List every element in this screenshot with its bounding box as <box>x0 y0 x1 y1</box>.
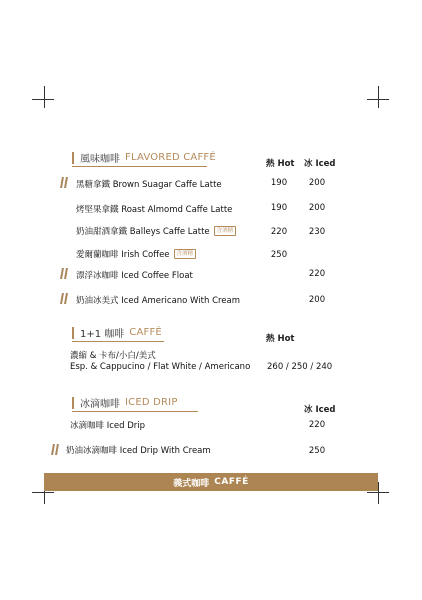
column-iced-header: 冰 Iced <box>304 159 336 169</box>
next-section-banner <box>44 473 378 491</box>
signature-mark-icon <box>61 268 67 279</box>
price-iced: 250 <box>308 446 326 456</box>
price-hot: 250 <box>270 250 288 260</box>
section-underline <box>72 166 207 167</box>
menu-item-label: 冰滴咖啡 Iced Drip <box>70 421 146 431</box>
menu-item <box>76 178 222 190</box>
alcohol-tag: 含酒精 <box>174 249 197 259</box>
price-combo: 260 / 250 / 240 <box>267 362 333 372</box>
price-iced: 220 <box>308 269 326 279</box>
menu-item-label: 黑糖拿鐵 Brown Suagar Caffe Latte <box>76 180 222 190</box>
price-iced: 200 <box>308 203 326 213</box>
signature-mark-icon <box>61 177 67 188</box>
menu-item <box>70 419 145 431</box>
menu-item-label: 奶油冰滴咖啡 Iced Drip With Cream <box>66 446 211 456</box>
signature-mark-icon <box>52 444 58 455</box>
menu-item <box>66 444 211 456</box>
section-underline <box>72 411 198 412</box>
price-hot: 190 <box>270 203 288 213</box>
section-underline <box>72 341 164 342</box>
banner-title-en: CAFFÉ <box>214 477 249 487</box>
menu-item-line2: Esp. & Cappucino / Flat White / Americano <box>70 362 251 372</box>
section-title-en: CAFFÉ <box>129 327 162 338</box>
menu-item <box>76 248 196 260</box>
signature-mark-icon <box>61 293 67 304</box>
section-accent-bar <box>72 397 74 409</box>
section-header-one-plus-one <box>72 325 162 340</box>
banner-title-zh: 義式咖啡 <box>173 478 210 489</box>
menu-item-label: 烤堅果拿鐵 Roast Almomd Caffe Latte <box>76 205 233 215</box>
crop-mark <box>44 86 45 108</box>
price-hot: 220 <box>270 227 288 237</box>
crop-mark <box>378 86 379 108</box>
price-hot: 190 <box>270 178 288 188</box>
price-iced: 220 <box>308 420 326 430</box>
section-title-zh: 冰滴咖啡 <box>80 399 120 410</box>
price-iced: 200 <box>308 178 326 188</box>
section-title-en: FLAVORED CAFFÉ <box>125 152 216 163</box>
menu-item-label: 奶油冰美式 Iced Americano With Cream <box>76 296 241 306</box>
section-accent-bar <box>72 152 74 164</box>
alcohol-tag: 含酒精 <box>214 226 237 236</box>
menu-item-label: 漂浮冰咖啡 Iced Coffee Float <box>76 271 193 281</box>
menu-item <box>76 203 232 215</box>
section-title-zh: 1+1 咖啡 <box>80 329 125 340</box>
section-header-flavored <box>72 150 216 165</box>
section-title-zh: 風味咖啡 <box>80 154 120 165</box>
section-accent-bar <box>72 327 74 339</box>
column-hot-header: 熱 Hot <box>266 334 295 344</box>
column-iced-header: 冰 Iced <box>304 405 336 415</box>
menu-item <box>76 225 236 237</box>
menu-item-line1: 濃縮 & 卡布/小白/美式 <box>70 351 156 361</box>
menu-item <box>76 294 240 306</box>
menu-item-label: 奶油甜酒拿鐵 Balleys Caffe Latte <box>76 227 210 237</box>
section-header-iced-drip <box>72 395 178 410</box>
crop-mark <box>378 482 379 504</box>
price-iced: 230 <box>308 227 326 237</box>
crop-mark <box>32 99 54 100</box>
menu-item <box>76 269 193 281</box>
menu-item-label: 愛爾蘭咖啡 Irish Coffee <box>76 250 170 260</box>
column-hot-header: 熱 Hot <box>266 159 295 169</box>
crop-mark <box>32 492 54 493</box>
section-title-en: ICED DRIP <box>125 397 178 408</box>
price-iced: 200 <box>308 295 326 305</box>
